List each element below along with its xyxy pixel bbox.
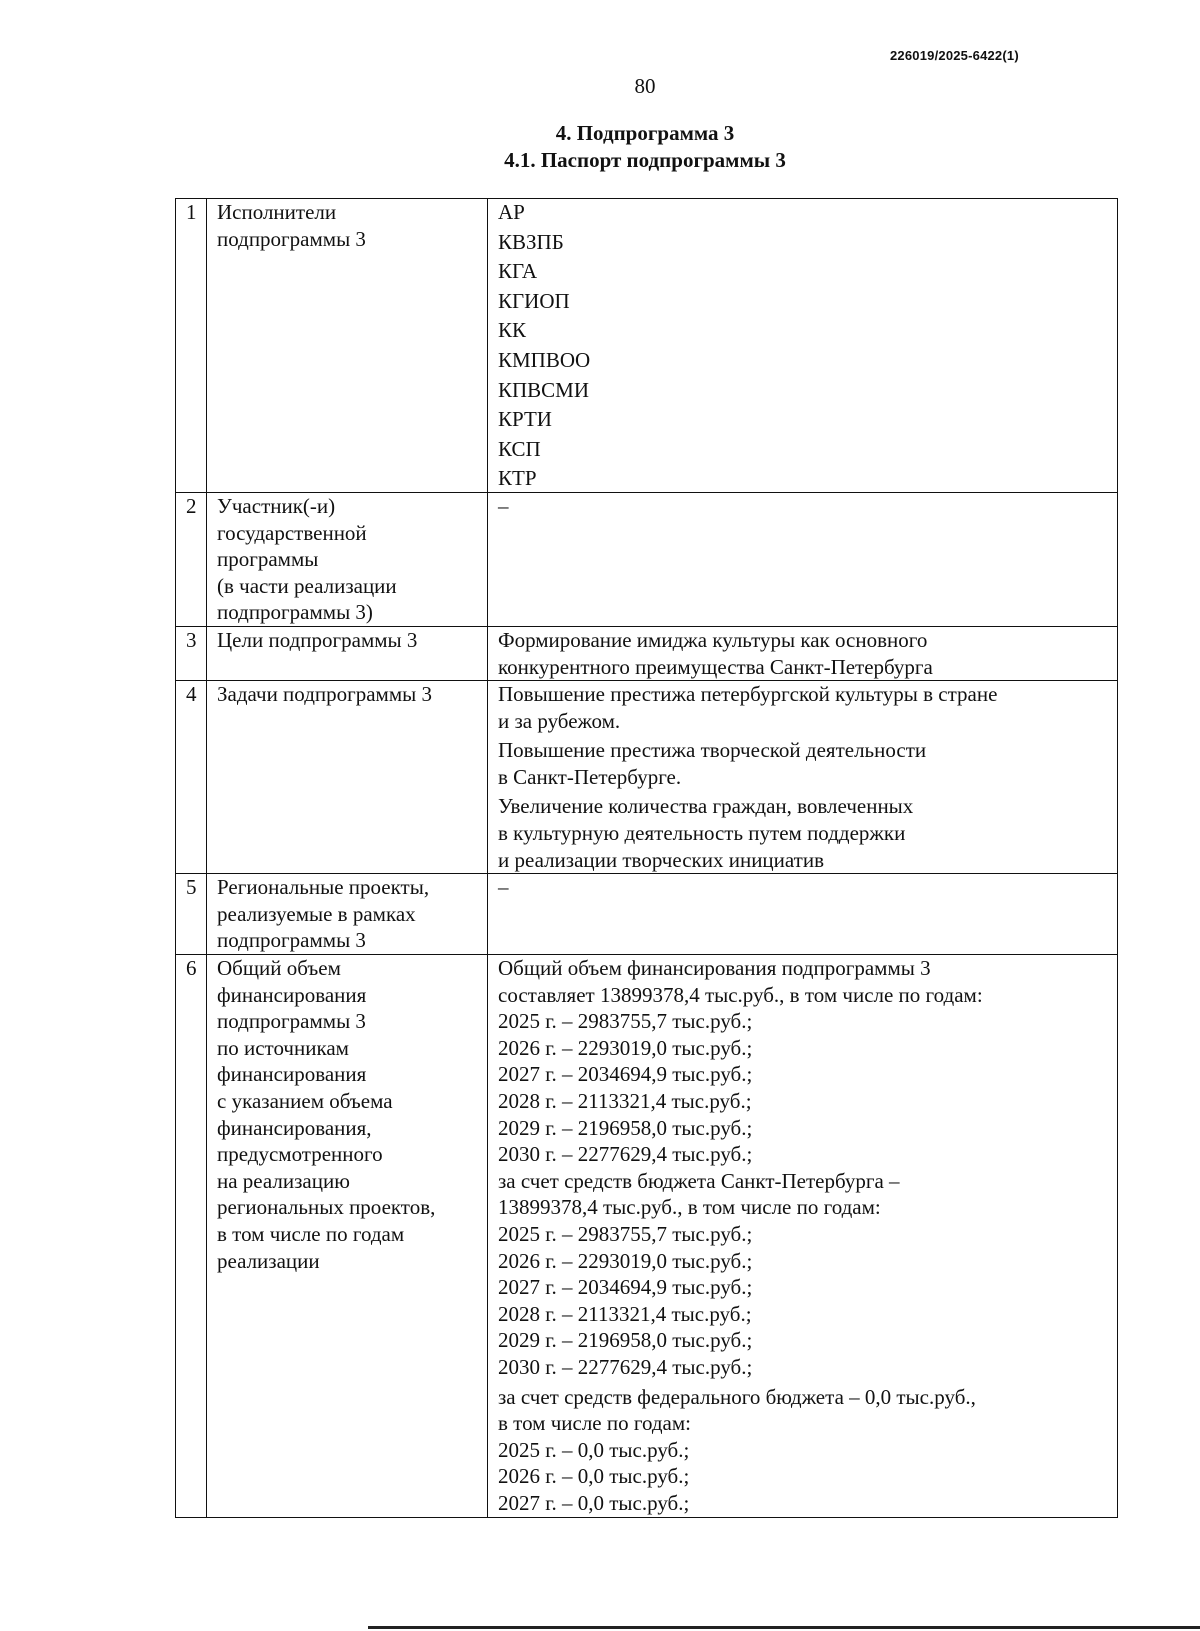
row-label [207,955,488,1517]
content-paragraph [498,229,1109,256]
content-paragraph [498,465,1109,492]
heading-passport: 4.1. Паспорт подпрограммы 3 [504,148,786,172]
content-line: 13899378,4 тыс.руб., в том числе по годам: [498,1195,881,1220]
row-content [488,874,1118,955]
passport-table [175,198,1118,1518]
content-line: КТР [498,466,537,491]
content-paragraph [498,681,1109,734]
content-line: и реализации творческих инициатив [498,847,825,872]
label-line: (в части реализации [217,573,397,598]
content-line: 2029 г. – 2196958,0 тыс.руб.; [498,1328,753,1353]
content-line: за счет средств федерального бюджета – 0,0 тыс.руб., [498,1384,976,1409]
content-line: составляет 13899378,4 тыс.руб., в том числе по годам: [498,982,983,1007]
row-number: 6 [176,955,207,1517]
row-label [207,492,488,626]
label-line: подпрограммы 3 [217,928,366,953]
label-line: программы [217,547,319,572]
label-line: подпрограммы 3 [217,226,366,251]
content-line: 2030 г. – 2277629,4 тыс.руб.; [498,1354,753,1379]
label-line: государственной [217,520,367,545]
label-line: реализуемые в рамках [217,901,416,926]
content-line: – [498,493,509,518]
label-line: на реализацию [217,1168,350,1193]
label-line: Участник(-и) [217,493,336,518]
content-line: 2028 г. – 2113321,4 тыс.руб.; [498,1089,752,1113]
content-line: АР [498,200,525,224]
content-paragraph [498,199,1109,226]
row-label [207,626,488,680]
label-line: реализации [217,1248,320,1273]
content-paragraph [498,874,1109,901]
row-number: 5 [176,874,207,955]
label-line: Региональные проекты, [217,875,430,900]
content-line: Увеличение количества граждан, вовлеченных [498,794,914,819]
row-content [488,681,1118,874]
content-line: Общий объем финансирования подпрограммы 3 [498,956,931,981]
content-paragraph [498,406,1109,433]
content-line: 2025 г. – 2983755,7 тыс.руб.; [498,1221,753,1246]
content-line: Формирование имиджа культуры как основного [498,627,928,652]
content-line: в Санкт-Петербурге. [498,764,682,789]
content-paragraph [498,288,1109,315]
content-line: КПВСМИ [498,377,590,402]
content-line: КВЗПБ [498,229,564,254]
content-line: 2026 г. – 2293019,0 тыс.руб.; [498,1035,753,1060]
content-paragraph [498,627,1109,680]
row-number: 4 [176,681,207,874]
row-number: 3 [176,626,207,680]
row-label [207,874,488,955]
table-row [176,955,1118,1517]
content-line: 2027 г. – 2034694,9 тыс.руб.; [498,1275,753,1300]
content-line: Повышение престижа петербургской культуры в стране [498,682,998,707]
content-paragraph [498,347,1109,374]
row-content [488,492,1118,626]
content-line: – [498,875,509,900]
content-line: конкурентного преимущества Санкт-Петербурга [498,654,933,679]
passport-table-body [176,199,1118,1518]
label-line: финансирования [217,1062,367,1087]
content-line: Повышение престижа творческой деятельности [498,738,927,763]
content-line: в том числе по годам: [498,1411,691,1436]
content-line: КСП [498,436,541,461]
content-paragraph [498,258,1109,285]
row-label [207,199,488,493]
label-line: Общий объем [217,956,341,981]
content-line: 2025 г. – 2983755,7 тыс.руб.; [498,1009,753,1034]
table-row [176,681,1118,874]
content-line: КРТИ [498,407,552,432]
row-number: 1 [176,199,207,493]
label-line: финансирования [217,982,367,1007]
label-line: Задачи подпрограммы 3 [217,682,432,707]
content-line: за счет средств бюджета Санкт-Петербурга – [498,1168,900,1193]
content-paragraph [498,493,1109,520]
label-line: подпрограммы 3) [217,600,373,625]
label-line: предусмотренного [217,1142,383,1167]
label-line: региональных проектов, [217,1195,436,1220]
label-line: Исполнители [217,200,337,224]
content-paragraph [498,436,1109,463]
row-content [488,626,1118,680]
row-content [488,955,1118,1517]
content-line: 2025 г. – 0,0 тыс.руб.; [498,1437,690,1462]
heading-subprogram: 4. Подпрограмма 3 [555,121,735,145]
content-line: 2027 г. – 2034694,9 тыс.руб.; [498,1062,753,1087]
content-line: 2026 г. – 2293019,0 тыс.руб.; [498,1248,753,1273]
content-line: 2028 г. – 2113321,4 тыс.руб.; [498,1301,752,1326]
content-paragraph [498,955,1109,1381]
label-line: Цели подпрограммы 3 [217,627,418,652]
content-paragraph [498,377,1109,404]
content-line: 2030 г. – 2277629,4 тыс.руб.; [498,1142,753,1167]
label-line: в том числе по годам [217,1221,405,1246]
content-line: КГА [498,259,538,284]
content-line: 2027 г. – 0,0 тыс.руб.; [498,1490,690,1515]
table-row [176,492,1118,626]
row-label [207,681,488,874]
content-line: в культурную деятельность путем поддержки [498,821,906,846]
label-line: подпрограммы 3 [217,1009,366,1034]
content-line: 2029 г. – 2196958,0 тыс.руб.; [498,1115,753,1140]
content-line: КК [498,318,527,343]
content-line: КГИОП [498,288,570,313]
content-line: и за рубежом. [498,708,621,733]
content-line: КМПВОО [498,347,591,372]
label-line: с указанием объема [217,1089,393,1113]
label-line: по источникам [217,1035,349,1060]
row-content [488,199,1118,493]
table-row [176,199,1118,493]
content-line: 2026 г. – 0,0 тыс.руб.; [498,1464,690,1489]
section-heading [0,120,1200,174]
content-paragraph [498,317,1109,344]
document-id: 226019/2025-6422(1) [890,48,1019,63]
table-row [176,874,1118,955]
scan-bottom-rule [368,1626,1200,1629]
content-paragraph [498,793,1109,873]
content-paragraph [498,1384,1109,1517]
table-row [176,626,1118,680]
row-number: 2 [176,492,207,626]
content-paragraph [498,737,1109,790]
label-line: финансирования, [217,1115,372,1140]
page-number: 80 [634,74,656,98]
